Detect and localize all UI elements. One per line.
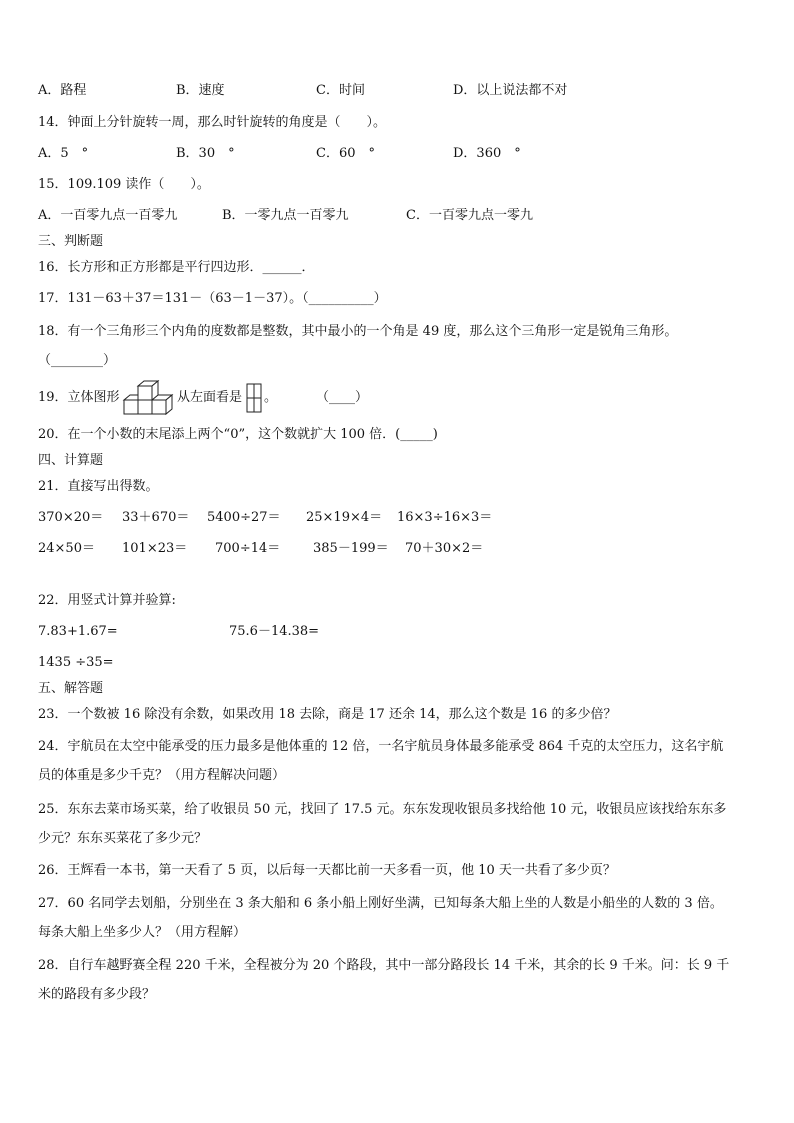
q14-option-b: B．30 ° (176, 146, 235, 161)
left-view-figure (246, 383, 262, 413)
q27-line2: 每条大船上坐多少人？（用方程解） (38, 925, 247, 940)
q22-stem: 22．用竖式计算并验算: (38, 593, 176, 608)
calc-item: 5400÷27＝ (207, 510, 281, 525)
q13-option-b: B．速度 (176, 83, 225, 98)
section-4-heading: 四、计算题 (38, 453, 104, 468)
q13-option-d: D．以上说法都不对 (453, 83, 568, 98)
section-3-heading: 三、判断题 (38, 234, 104, 249)
q22-item-1: 7.83+1.67= (38, 624, 118, 639)
q15-option-b: B．一零九点一百零九 (222, 208, 349, 223)
q28-line2: 米的路段有多少段？ (38, 987, 156, 1002)
q13-option-c: C．时间 (316, 83, 365, 98)
q15-stem: 15．109.109 读作（ ）。 (38, 177, 210, 192)
q22-item-3: 1435 ÷35= (38, 655, 114, 670)
calc-item: 370×20＝ (38, 510, 104, 525)
q23: 23．一个数被 16 除没有余数，如果改用 18 去除，商是 17 还余 14，那么这个数是 16 的多少倍？ (38, 707, 617, 722)
q24-line1: 24．宇航员在太空中能承受的压力最多是他体重的 12 倍，一名宇航员身体最多能承受 864 千克的太空压力，这名宇航 (38, 739, 724, 754)
q26: 26．王辉看一本书，第一天看了 5 页，以后每一天都比前一天多看一页，他 10 天一共看了多少页？ (38, 863, 616, 878)
q19-part2: 从左面看是 (177, 390, 243, 405)
q16: 16．长方形和正方形都是平行四边形．______． (38, 260, 315, 275)
calc-item: 16×3÷16×3＝ (397, 510, 493, 525)
q22-item-2: 75.6－14.38= (229, 624, 320, 639)
calc-item: 385－199＝ (313, 541, 389, 556)
q27-line1: 27．60 名同学去划船，分别坐在 3 条大船和 6 条小船上刚好坐满，已知每条大船上坐的人数是小船坐的人数的 3 倍。 (38, 896, 723, 911)
solid-figure-cubes (122, 380, 176, 416)
q19-part1: 19．立体图形 (38, 390, 120, 405)
q14-option-c: C．60 ° (316, 146, 375, 161)
q17: 17．131－63＋37＝131－（63－1－37）。（__________） (38, 291, 387, 306)
calc-item: 33＋670＝ (122, 510, 190, 525)
calc-item: 24×50＝ (38, 541, 95, 556)
q24-line2: 员的体重是多少千克？（用方程解决问题） (38, 768, 286, 783)
calc-item: 700÷14＝ (215, 541, 281, 556)
q21-stem: 21．直接写出得数。 (38, 479, 159, 494)
q25-line2: 少元？东东买菜花了多少元？ (38, 831, 208, 846)
q25-line1: 25．东东去菜市场买菜，给了收银员 50 元，找回了 17.5 元。东东发现收银员多找给他 10 元，收银员应该找给东东多 (38, 802, 727, 817)
section-5-heading: 五、解答题 (38, 681, 104, 696)
calc-item: 25×19×4＝ (306, 510, 383, 525)
q15-option-a: A．一百零九点一百零九 (38, 208, 178, 223)
q18-line2: （________） (38, 353, 117, 368)
q15-option-c: C．一百零九点一零九 (406, 208, 533, 223)
q28-line1: 28．自行车越野赛全程 220 千米，全程被分为 20 个路段，其中一部分路段长 14 千米，其余的长 9 千米。问：长 9 千 (38, 958, 730, 973)
q20: 20．在一个小数的末尾添上两个“0”，这个数就扩大 100 倍．(_____) (38, 427, 438, 442)
q19-answer-blank: （____） (316, 390, 369, 405)
q14-stem: 14．钟面上分针旋转一周，那么时针旋转的角度是（ ）。 (38, 115, 387, 130)
q14-option-a: A．5 ° (38, 146, 89, 161)
q19-part3: 。 (264, 390, 278, 405)
calc-item: 101×23＝ (122, 541, 188, 556)
q13-option-a: A．路程 (38, 83, 87, 98)
q18-line1: 18．有一个三角形三个内角的度数都是整数，其中最小的一个角是 49 度，那么这个三角形一定是锐角三角形。 (38, 324, 678, 339)
q14-option-d: D．360 ° (453, 146, 521, 161)
calc-item: 70＋30×2＝ (405, 541, 484, 556)
